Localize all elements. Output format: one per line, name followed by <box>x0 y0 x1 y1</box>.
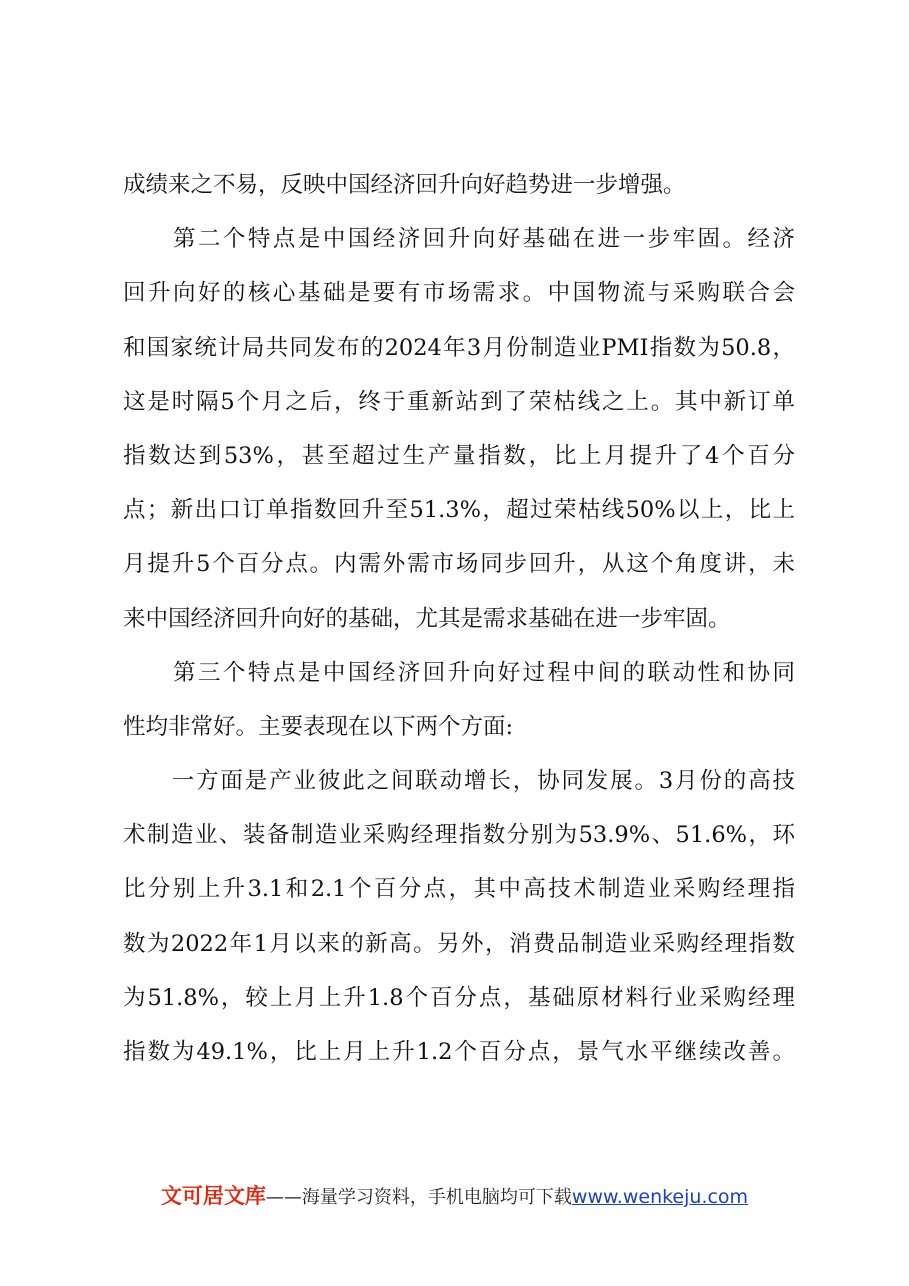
text-line: 指数达到53%，甚至超过生产量指数，比上月提升了4个百分 <box>123 442 795 469</box>
article-body <box>123 158 795 1079</box>
text-line: 来中国经济回升向好的基础，尤其是需求基础在进一步牢固。 <box>123 605 731 632</box>
text-line: 数为2022年1月以来的新高。另外，消费品制造业采购经理指数 <box>123 930 795 957</box>
text-line: 性均非常好。主要表现在以下两个方面: <box>123 713 514 740</box>
text-line: 一方面是产业彼此之间联动增长，协同发展。3月份的高技 <box>123 768 795 795</box>
footer-slogan: 海量学习资料，手机电脑均可下载 <box>301 1187 572 1208</box>
text-line: 这是时隔5个月之后，终于重新站到了荣枯线之上。其中新订单 <box>123 388 795 415</box>
footer-website-link[interactable]: www.wenkeju.com <box>571 1186 749 1208</box>
text-line: 第二个特点是中国经济回升向好基础在进一步牢固。经济 <box>123 226 795 253</box>
text-line: 比分别上升3.1和2.1个百分点，其中高技术制造业采购经理指 <box>123 876 795 903</box>
footer-brand: 文可居文库 <box>160 1184 266 1208</box>
text-line: 成绩来之不易，反映中国经济回升向好趋势进一步增强。 <box>123 172 686 198</box>
footer-banner <box>0 1180 909 1214</box>
text-line: 第三个特点是中国经济回升向好过程中间的联动性和协同 <box>123 659 795 686</box>
text-line: 月提升5个百分点。内需外需市场同步回升，从这个角度讲，未 <box>123 551 795 578</box>
text-line: 点；新出口订单指数回升至51.3%，超过荣枯线50%以上，比上 <box>123 497 795 524</box>
text-line: 为51.8%，较上月上升1.8个百分点，基础原材料行业采购经理 <box>123 984 795 1011</box>
text-line: 指数为49.1%，比上月上升1.2个百分点，景气水平继续改善。 <box>123 1039 795 1065</box>
text-line: 术制造业、装备制造业采购经理指数分别为53.9%、51.6%，环 <box>123 822 795 849</box>
text-line: 和国家统计局共同发布的2024年3月份制造业PMI指数为50.8， <box>123 334 795 361</box>
footer-dash: —— <box>265 1187 302 1208</box>
text-line: 回升向好的核心基础是要有市场需求。中国物流与采购联合会 <box>123 280 795 307</box>
